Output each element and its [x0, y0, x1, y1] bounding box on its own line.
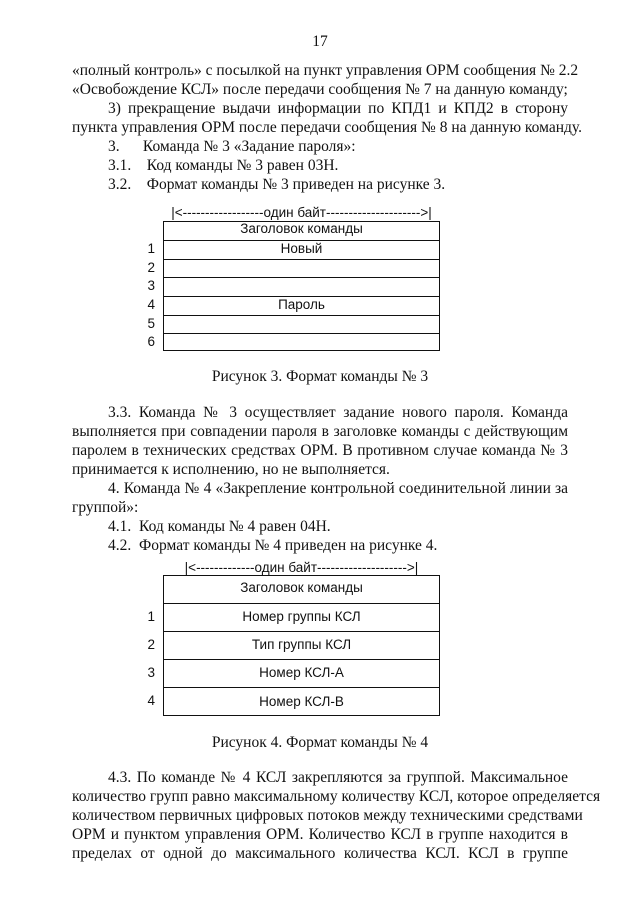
figure-caption: Рисунок 4. Формат команды № 4 [211, 734, 429, 751]
table-row [163, 659, 440, 687]
row-number: 2 [147, 260, 155, 275]
table-row [163, 603, 440, 631]
page-number: 17 [312, 33, 328, 50]
row-label: Номер КСЛ-В [259, 694, 344, 709]
table-row [163, 315, 440, 333]
row-number: 4 [147, 693, 155, 708]
section-heading: 3. Команда № 3 «Задание пароля»: [108, 138, 356, 155]
figure-3 [147, 205, 440, 350]
text-line: «полный контроль» с посылкой на пункт управления ОРМ сообщения № 2.2 [72, 62, 579, 79]
table-row [163, 687, 440, 716]
row-number: 3 [147, 278, 155, 293]
row-number: 1 [147, 241, 155, 256]
text-line: 3.1. Код команды № 3 равен 03Н. [108, 157, 339, 174]
row-number: 1 [147, 609, 155, 624]
header-row [163, 221, 440, 240]
text-line: количество групп равно максимальному количеству КСЛ, которое определяется [72, 788, 601, 805]
text-line: 4.2. Формат команды № 4 приведен на рисунке 4. [108, 537, 438, 554]
row-number: 6 [147, 334, 155, 349]
row-label: Номер группы КСЛ [242, 609, 361, 624]
section-heading: 4. Команда № 4 «Закрепление контрольной соединительной линии за [108, 480, 568, 497]
table-row [163, 259, 440, 277]
row-label: Номер КСЛ-А [259, 665, 344, 680]
row-number: 5 [147, 316, 155, 331]
row-number: 3 [147, 665, 155, 680]
text-line: выполняется при совпадении пароля в заголовке команды с действующим [72, 423, 568, 440]
text-line: принимается к исполнению, но не выполняется. [72, 461, 390, 478]
text-line: пределах от одной до максимального количества КСЛ. КСЛ в группе [72, 845, 568, 862]
text-line: 4.1. Код команды № 4 равен 04Н. [108, 518, 331, 535]
row-label: Тип группы КСЛ [251, 637, 352, 652]
text-line: ОРМ и пунктом управления ОРМ. Количество КСЛ в группе находится в [72, 826, 568, 843]
byte-width-label: |<------------------один байт--------------------->| [171, 205, 432, 220]
row-number: 4 [147, 297, 155, 312]
text-line: количеством первичных цифровых потоков между техническими средствами [72, 807, 583, 824]
text-line: паролем в технических средствах ОРМ. В противном случае команда № 3 [72, 442, 568, 459]
header-label: Заголовок команды [240, 580, 363, 595]
table-row [163, 240, 440, 259]
figure-caption: Рисунок 3. Формат команды № 3 [211, 368, 429, 385]
row-label: Новый [280, 241, 323, 256]
figure-4 [147, 560, 440, 716]
header-label: Заголовок команды [240, 221, 363, 236]
header-row [163, 575, 440, 603]
table-row [163, 277, 440, 296]
byte-width-label: |<-------------один байт-------------------->| [184, 560, 419, 575]
table-row [163, 631, 440, 659]
row-number: 2 [147, 637, 155, 652]
text-line: группой»: [72, 499, 139, 516]
text-line: пункта управления ОРМ после передачи сообщения № 8 на данную команду. [72, 119, 582, 136]
text-line: 3.2. Формат команды № 3 приведен на рисунке 3. [108, 176, 446, 193]
text-line: 3.3. Команда № 3 осуществляет задание нового пароля. Команда [108, 404, 568, 421]
text-line: 4.3. По команде № 4 КСЛ закрепляются за группой. Максимальное [108, 769, 568, 786]
text-line: 3) прекращение выдачи информации по КПД1 и КПД2 в сторону [108, 100, 568, 117]
table-row [163, 333, 440, 351]
text-line: «Освобождение КСЛ» после передачи сообщения № 7 на данную команду; [72, 81, 568, 98]
row-label: Пароль [278, 297, 325, 312]
table-row [163, 296, 440, 315]
